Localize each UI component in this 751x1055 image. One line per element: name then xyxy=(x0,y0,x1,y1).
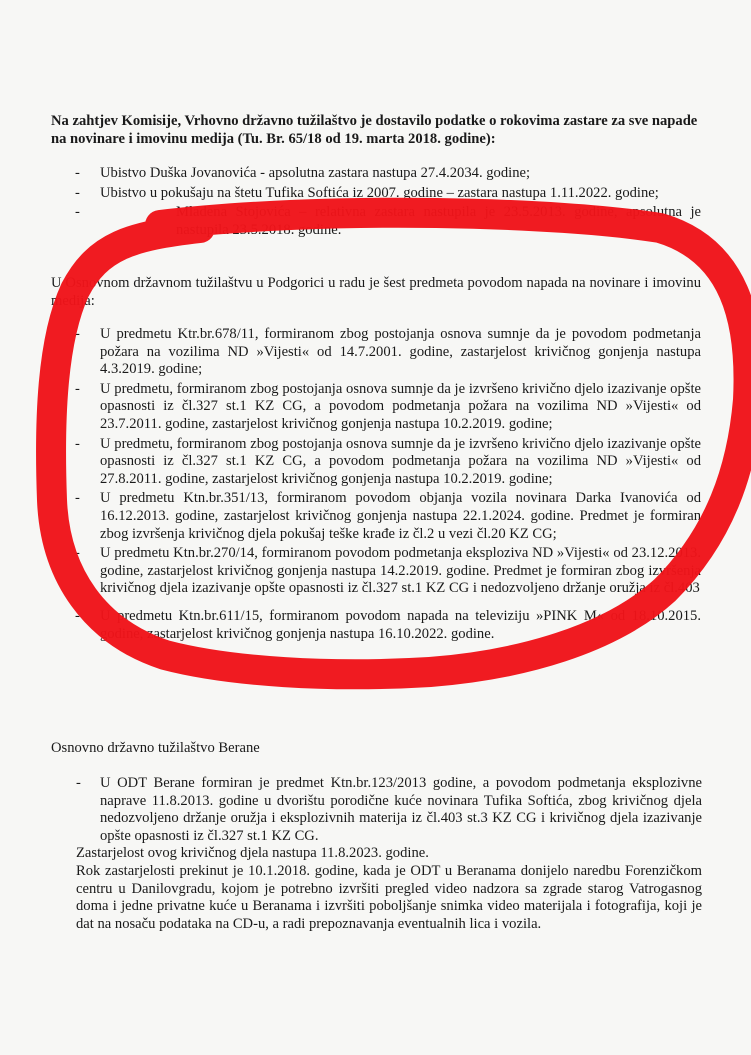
list-item: - Ubistvo u pokušaju na štetu Tufika Softića iz 2007. godine – zastara nastupa 1.11.2022. godine; xyxy=(51,185,701,203)
list-item: - U predmetu Ktr.br.678/11, formiranom zbog postojanja osnova sumnje da je povodom podmetanja požara na vozilima ND »Vijesti« od 14.7.2001. godine, zastarjelost krivičnog gonjenja nastupa 4.3.2019. godine; xyxy=(51,326,701,379)
list-item: - U predmetu Ktn.br.270/14, formiranom povodom podmetanja eksploziva ND »Vijesti« od 23.12.2013. godine, zastarjelost krivičnog gonjenja nastupa 14.2.2019. godine. Predmet je formiran zbog izvršenja krivičnog djela izazivanje opšte opasnosti iz čl.327 st.1 KZ CG i nedozvoljeno držanje oružja iz čl.403 xyxy=(51,545,701,598)
document-heading: Na zahtjev Komisije, Vrhovno državno tužilaštvo je dostavilo podatke o rokovima zastare za sve napade na novinare i imovinu medija (Tu. Br. 65/18 od 19. marta 2018. godine): xyxy=(51,113,698,147)
berane-paragraph: - U ODT Berane formiran je predmet Ktn.br.123/2013 godine, a povodom podmetanja eksplozivne naprave 11.8.2013. godine u dvorištu porodične kuće novinara Tufika Softića, zbog krivičnog djela nedozvoljeno držanje oružja i eksplozivnih materija iz čl.403 st.3 KZ CG i krivičnog djela izazivanje opšte opasnosti iz čl.327 st.1 KZ CG. xyxy=(76,775,702,845)
berane-paragraph: Zastarjelost ovog krivičnog djela nastupa 11.8.2023. godine. xyxy=(76,845,429,862)
podgorica-intro: U Osnovnom državnom tužilaštvu u Podgorici u radu je šest predmeta povodom napada na novinare i imovinu medija: xyxy=(51,275,701,309)
berane-title: Osnovno državno tužilaštvo Berane xyxy=(51,740,260,756)
berane-section xyxy=(51,775,702,933)
list-item: - U predmetu, formiranom zbog postojanja osnova sumnje da je izvršeno krivično djelo izazivanje opšte opasnosti iz čl.327 st.1 KZ CG, a povodom podmetanja požara na vozilima ND »Vijesti« od 27.8.2011. godine, zastarjelost krivičnog gonjenja nastupa 10.2.2019. godine; xyxy=(51,436,701,489)
list-item: - U predmetu, formiranom zbog postojanja osnova sumnje da je izvršeno krivično djelo izazivanje opšte opasnosti iz čl.327 st.1 KZ CG, a povodom podmetanja požara na vozilima ND »Vijesti« od 23.7.2011. godine, zastarjelost krivičnog gonjenja nastupa 10.2.2019. godine; xyxy=(51,381,701,434)
list-item: - Mladena Stojovića – relativna zastara nastupila je 23.5.2013. godine, apsolutna je nastupila 23.5.2018. godine. xyxy=(51,204,701,239)
list-item: - Ubistvo Duška Jovanovića - apsolutna zastara nastupa 27.4.2034. godine; xyxy=(51,165,701,183)
berane-paragraph: Rok zastarjelosti prekinut je 10.1.2018. godine, kada je ODT u Beranama donijelo naredbu Forenzičkom centru u Danilovgradu, kojom je potrebno izvršiti pregled video nadzora sa zgrade starog Vatrogasnog doma i jedne privatne kuće u Beranama i izvršiti poboljšanje snimka video materijala i fotografija, koji je dat na nosaču podataka na CD-u, a radi prepoznavanja eventualnih lica i vozila. xyxy=(76,862,702,932)
list-item: - U predmetu Ktn.br.611/15, formiranom povodom napada na televiziju »PINK M« od 18.10.2015. godine, zastarjelost krivičnog gonjenja nastupa 16.10.2022. godine. xyxy=(51,608,701,643)
podgorica-list xyxy=(51,326,701,645)
podgorica-section xyxy=(51,275,701,310)
top-list xyxy=(51,165,701,241)
list-item: - U predmetu Ktn.br.351/13, formiranom povodom objanja vozila novinara Darka Ivanovića od 16.12.2013. godine, zastarjelost krivičnog gonjenja nastupa 22.1.2024. godine. Predmet je formiran zbog izvršenja krivičnog djela pokušaj teške krađe iz čl.2 u vezi čl.20 KZ CG; xyxy=(51,490,701,543)
